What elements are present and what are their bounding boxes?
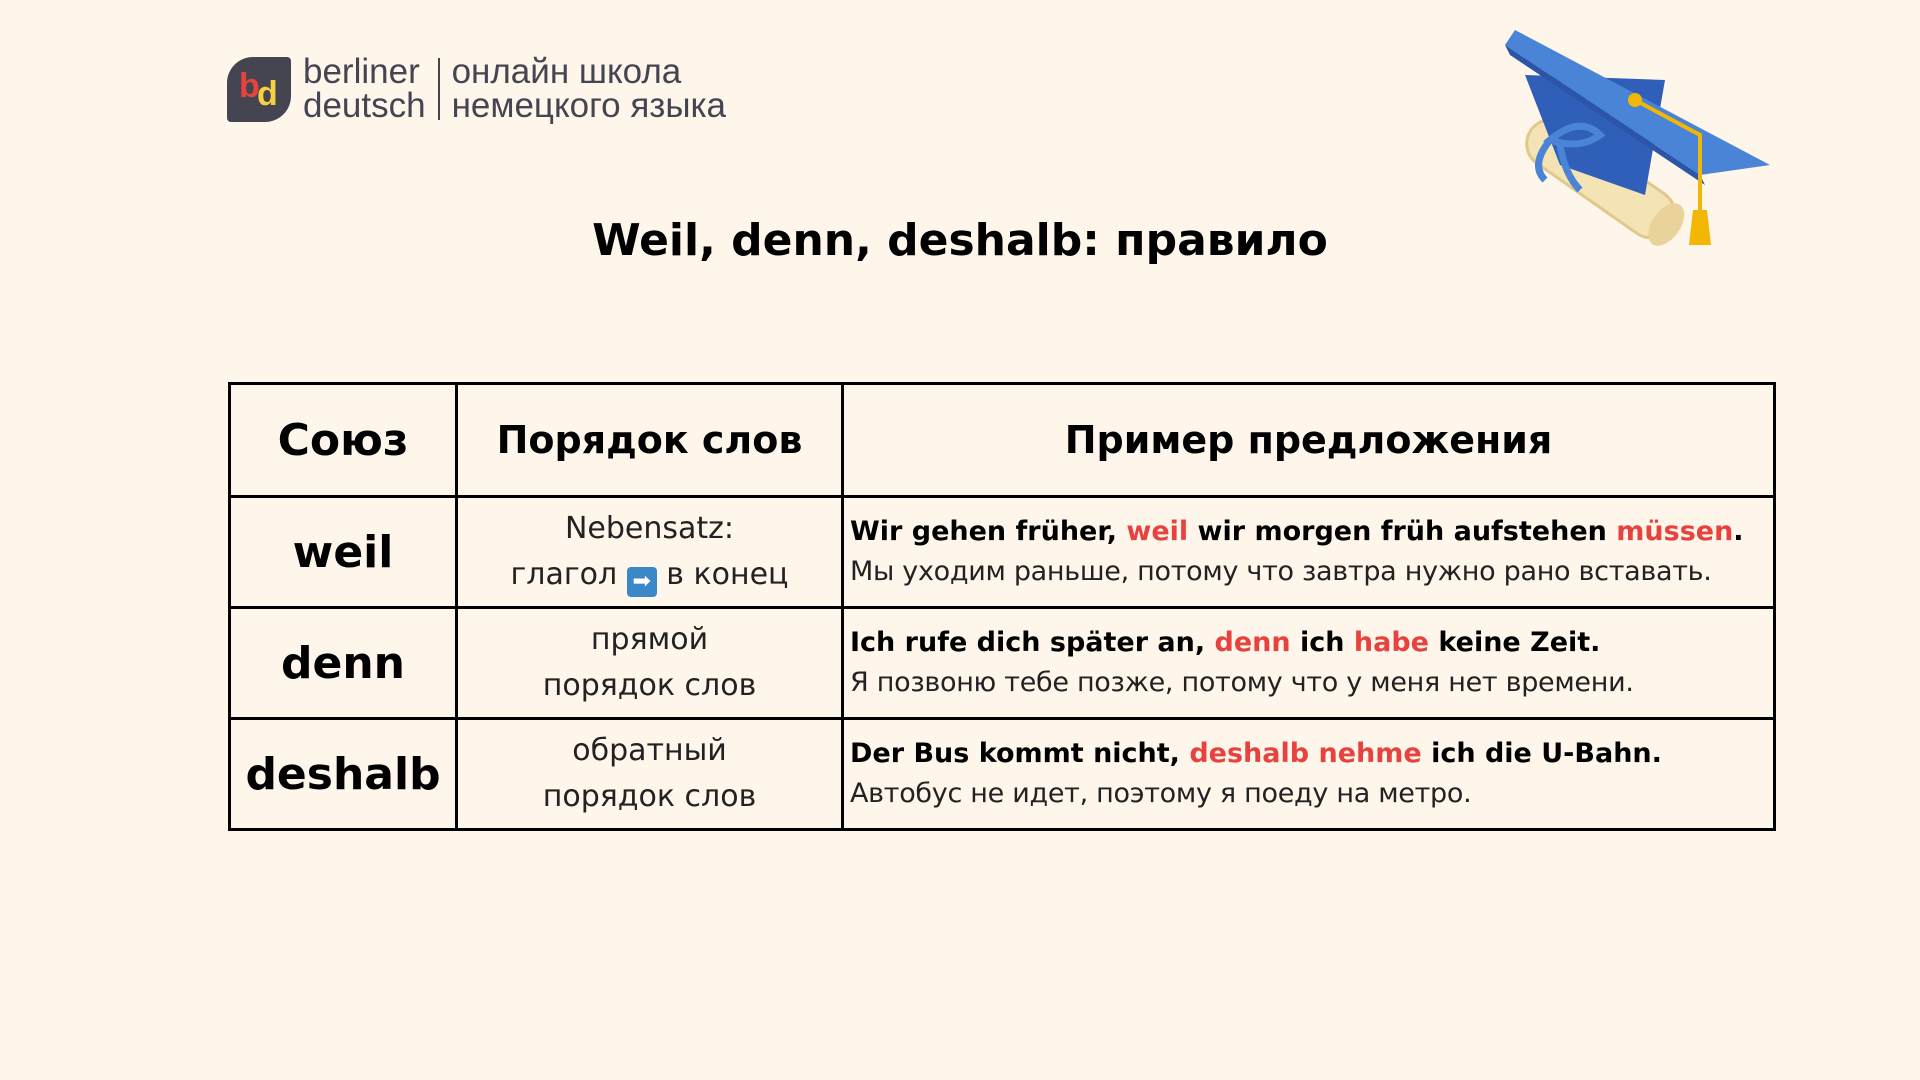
word-order-line: порядок слов — [542, 779, 757, 814]
brand-line-1: berliner — [303, 52, 420, 91]
word-order-cell — [457, 608, 843, 719]
word-order-cell — [457, 719, 843, 830]
russian-translation: Мы уходим раньше, потому что завтра нужно рано вставать. — [850, 556, 1712, 587]
header-word-order: Порядок слов — [457, 384, 843, 497]
word-order-text: в конец — [666, 557, 789, 592]
table-header-row — [230, 384, 1775, 497]
conjunction-cell: deshalb — [230, 719, 457, 830]
table-row — [230, 608, 1775, 719]
german-example: Ich rufe dich später an, denn ich habe keine Zeit. — [850, 627, 1601, 658]
logo-brand — [303, 52, 426, 125]
conjunction-table — [228, 382, 1776, 831]
word-order-line: Nebensatz: — [564, 511, 735, 546]
tagline-1: онлайн школа — [451, 52, 682, 91]
word-order-text: глагол — [510, 557, 618, 592]
header-example: Пример предложения — [843, 384, 1775, 497]
german-example: Wir gehen früher, weil wir morgen früh aufstehen müssen. — [850, 516, 1744, 547]
logo-divider — [438, 58, 440, 120]
page-title: Weil, denn, deshalb: правило — [592, 215, 1328, 266]
word-order-cell — [457, 497, 843, 608]
example-cell — [843, 719, 1775, 830]
example-cell — [843, 608, 1775, 719]
word-order-line: обратный — [572, 733, 727, 768]
conjunction-cell: denn — [230, 608, 457, 719]
arrow-right-icon: ➡ — [627, 567, 657, 597]
table-row — [230, 719, 1775, 830]
tagline-2: немецкого языка — [451, 86, 727, 125]
word-order-line: порядок слов — [542, 668, 757, 703]
logo-mark — [227, 57, 291, 122]
logo-letter-b: b — [239, 66, 260, 105]
russian-translation: Я позвоню тебе позже, потому что у меня нет времени. — [850, 667, 1634, 698]
example-cell — [843, 497, 1775, 608]
logo — [227, 52, 727, 125]
conjunction-cell: weil — [230, 497, 457, 608]
russian-translation: Автобус не идет, поэтому я поеду на метро. — [850, 778, 1472, 809]
brand-line-2: deutsch — [303, 86, 426, 125]
german-example: Der Bus kommt nicht, deshalb nehme ich die U-Bahn. — [850, 738, 1662, 769]
table-row — [230, 497, 1775, 608]
logo-letter-d: d — [257, 74, 278, 113]
header-conjunction: Союз — [230, 384, 457, 497]
logo-tagline — [451, 52, 727, 125]
word-order-line — [458, 552, 841, 598]
word-order-line: прямой — [590, 622, 709, 657]
